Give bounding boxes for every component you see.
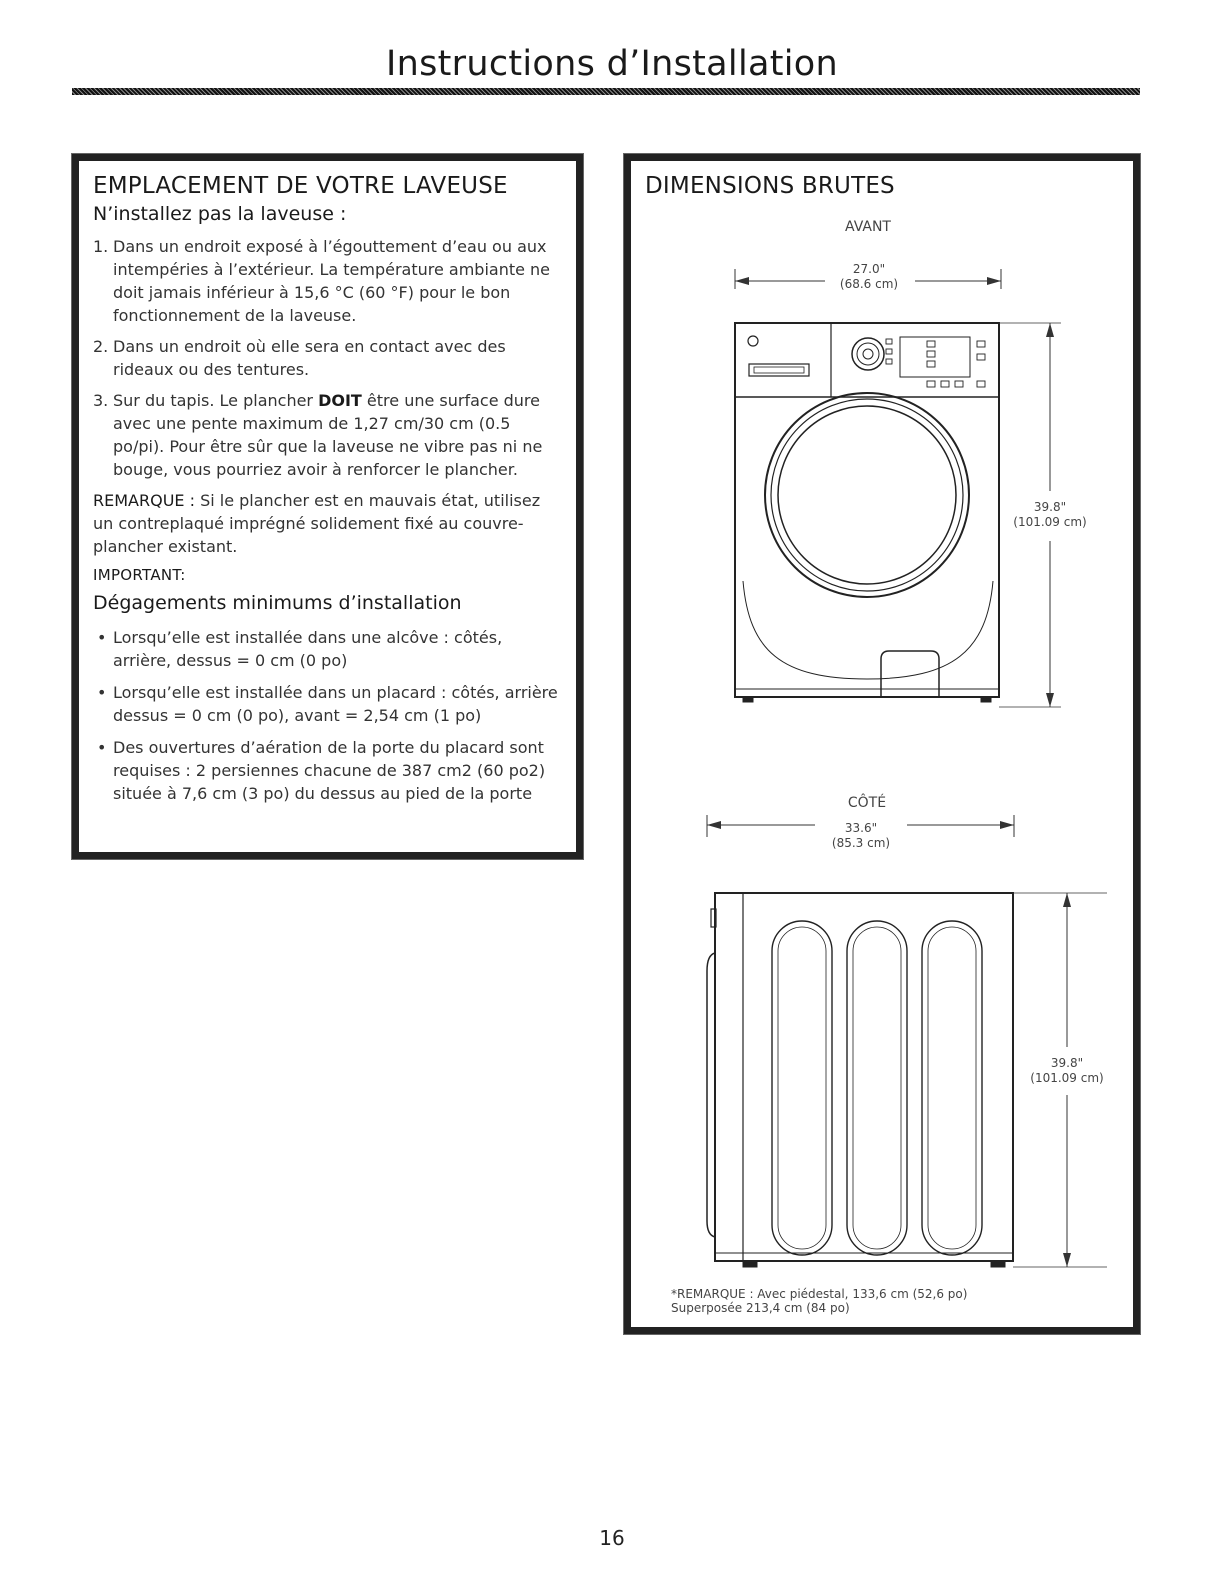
dimensions-heading: DIMENSIONS BRUTES <box>645 173 895 199</box>
side-height-cm: (101.09 cm) <box>1030 1071 1104 1085</box>
side-view-label: CÔTÉ <box>847 795 887 811</box>
list-item <box>93 389 562 481</box>
title-divider <box>72 88 1140 95</box>
item-text: Dans un endroit exposé à l’égouttement d’eau ou aux intempéries à l’extérieur. La température ambiante ne doit jamais inférieur à 15,6 °C (60 °F) pour le bon fonctionnement de la laveuse. <box>113 237 551 325</box>
dimensions-diagram <box>631 161 1133 1327</box>
item-number: 1. <box>93 237 109 256</box>
front-height-inches: 39.8" <box>1033 500 1067 514</box>
important-label: IMPORTANT: <box>93 566 186 584</box>
item-number: 2. <box>93 337 109 356</box>
front-width-inches: 27.0" <box>852 262 886 276</box>
item-text-before: Sur du tapis. Le plancher <box>113 391 319 410</box>
front-height-cm: (101.09 cm) <box>1013 515 1087 529</box>
list-item: • Des ouvertures d’aération de la porte du placard sont requises : 2 persiennes chacune de 387 cm2 (60 po2) située à 7,6 cm (3 po) du dessus au pied de la porte <box>93 736 562 805</box>
dimensions-panel <box>624 154 1140 1334</box>
item-text: Dans un endroit où elle sera en contact avec des rideaux ou des tentures. <box>113 337 506 379</box>
list-item: • Lorsqu’elle est installée dans une alcôve : côtés, arrière, dessus = 0 cm (0 po) <box>93 626 562 672</box>
remark-label: REMARQUE : <box>93 491 195 510</box>
list-item <box>93 335 562 381</box>
washer-front-drawing <box>735 323 999 702</box>
do-not-install-heading: N’installez pas la laveuse : <box>93 203 347 225</box>
list-item: • Lorsqu’elle est installée dans un placard : côtés, arrière dessus = 0 cm (0 po), avant = 2,54 cm (1 po) <box>93 681 562 727</box>
placement-panel <box>72 154 583 859</box>
item-number: 3. <box>93 391 109 410</box>
side-height-inches: 39.8" <box>1050 1056 1084 1070</box>
item-text-after: être une surface dure avec une pente maximum de 1,27 cm/30 cm (0.5 po/pi). Pour être sûr que la laveuse ne vibre pas ni ne bouge, vous pourriez avoir à renforcer le plancher. <box>113 391 543 479</box>
page-number: 16 <box>599 1526 625 1550</box>
stacked-note: Superposée 213,4 cm (84 po) <box>671 1301 850 1315</box>
side-depth-cm: (85.3 cm) <box>831 836 891 850</box>
remark-text: Si le plancher est en mauvais état, utilisez un contreplaqué imprégné solidement fixé au couvre-plancher existant. <box>93 491 541 556</box>
list-item <box>93 235 562 327</box>
side-depth-inches: 33.6" <box>844 821 878 835</box>
front-view-label: AVANT <box>845 219 891 235</box>
pedestal-note: *REMARQUE : Avec piédestal, 133,6 cm (52,6 po) <box>671 1287 968 1301</box>
remark-paragraph <box>93 489 562 558</box>
clearances-heading: Dégagements minimums d’installation <box>93 592 462 614</box>
washer-side-drawing <box>707 893 1013 1267</box>
page-title: Instructions d’Installation <box>386 44 838 84</box>
item-emphasis: DOIT <box>318 391 362 410</box>
placement-heading: EMPLACEMENT DE VOTRE LAVEUSE <box>93 173 508 199</box>
front-width-cm: (68.6 cm) <box>839 277 899 291</box>
